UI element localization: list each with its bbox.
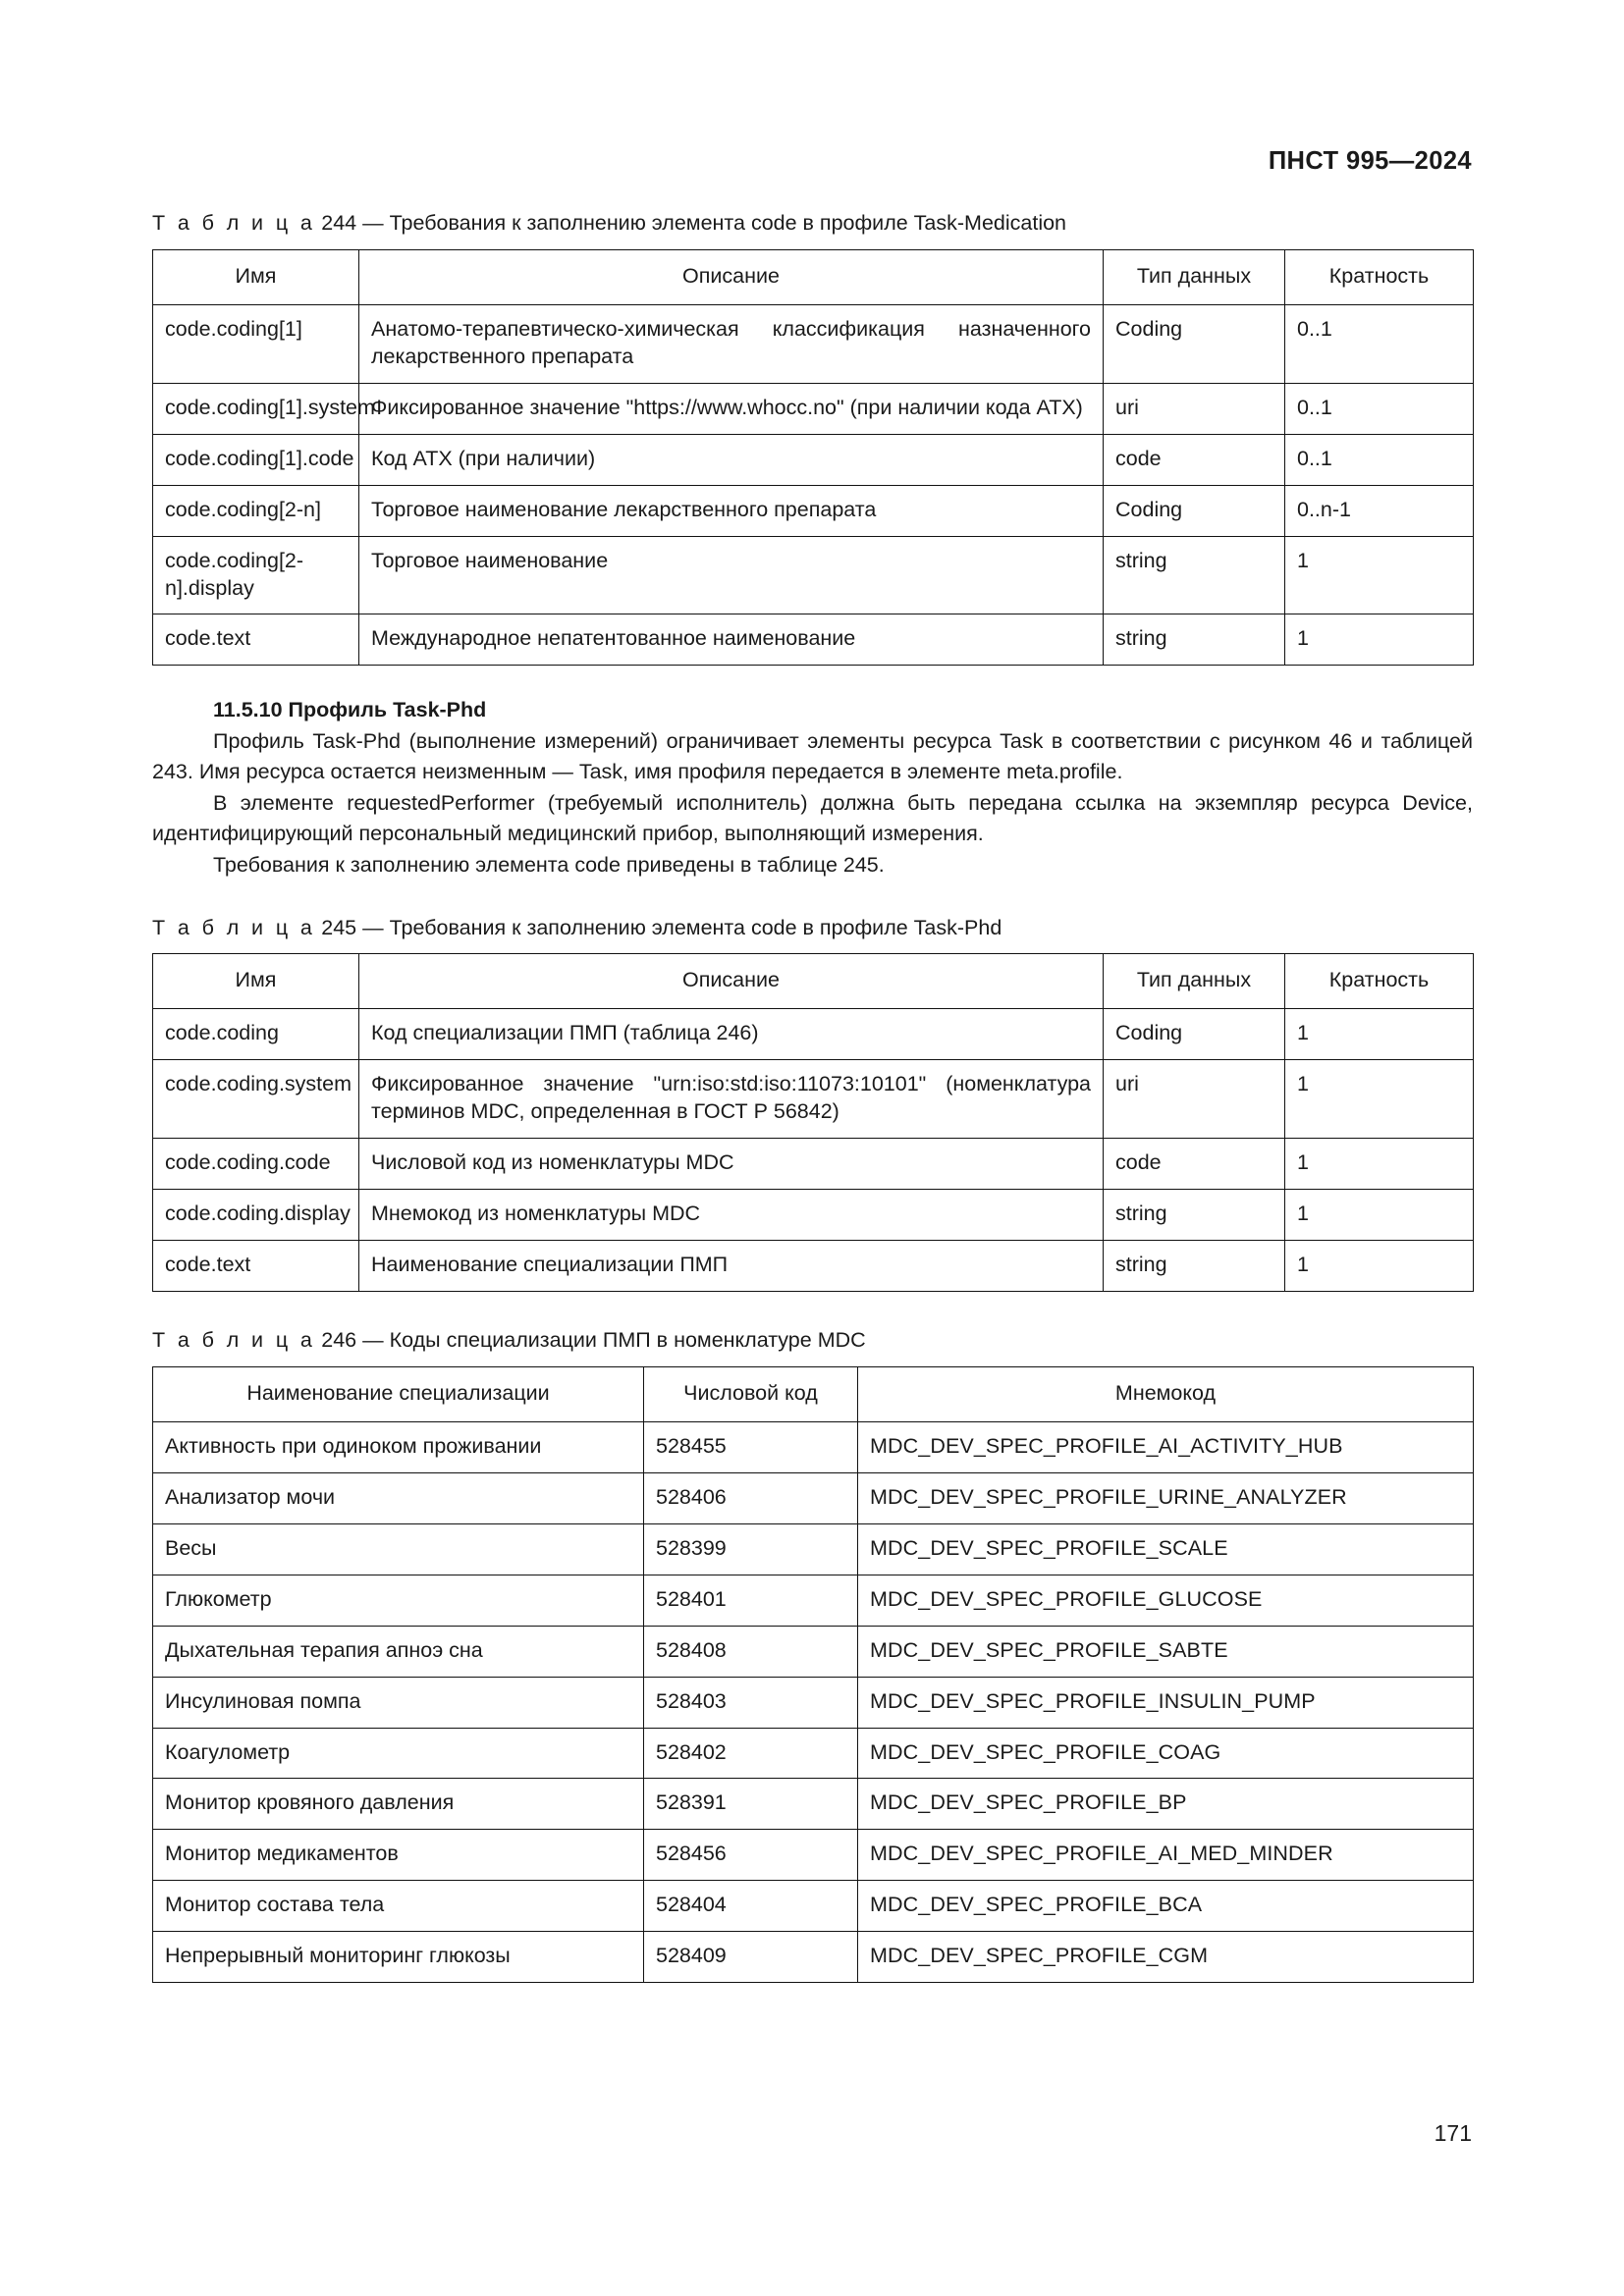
cell-numeric-code: 528402: [644, 1728, 858, 1779]
cell-name: code.coding.display: [153, 1190, 359, 1241]
cell-description: Код АТХ (при наличии): [359, 434, 1104, 485]
cell-mnemonic: MDC_DEV_SPEC_PROFILE_COAG: [858, 1728, 1474, 1779]
cell-numeric-code: 528408: [644, 1626, 858, 1677]
cell-name: code.coding[2-n].display: [153, 536, 359, 614]
cell-cardinality: 1: [1285, 1060, 1474, 1139]
cell-mnemonic: MDC_DEV_SPEC_PROFILE_BP: [858, 1779, 1474, 1830]
page-number: 171: [1434, 2120, 1472, 2146]
cell-numeric-code: 528456: [644, 1830, 858, 1881]
table-244-body: [153, 304, 1474, 666]
cell-specialization: Коагулометр: [153, 1728, 644, 1779]
cell-mnemonic: MDC_DEV_SPEC_PROFILE_URINE_ANALYZER: [858, 1472, 1474, 1523]
cell-datatype: string: [1104, 614, 1285, 666]
table-245-body: [153, 1009, 1474, 1292]
cell-datatype: uri: [1104, 1060, 1285, 1139]
table-245-col-name: Имя: [153, 954, 359, 1009]
cell-mnemonic: MDC_DEV_SPEC_PROFILE_INSULIN_PUMP: [858, 1677, 1474, 1728]
cell-cardinality: 1: [1285, 614, 1474, 666]
cell-specialization: Непрерывный мониторинг глюкозы: [153, 1932, 644, 1983]
cell-specialization: Дыхательная терапия апноэ сна: [153, 1626, 644, 1677]
table-row: [153, 1677, 1474, 1728]
table-246-col-numeric-code: Числовой код: [644, 1366, 858, 1421]
cell-cardinality: 0..n-1: [1285, 485, 1474, 536]
table-245-caption-number: 245: [321, 915, 357, 939]
section-title: 11.5.10 Профиль Task-Phd: [213, 698, 487, 722]
table-row: [153, 1009, 1474, 1060]
cell-mnemonic: MDC_DEV_SPEC_PROFILE_SABTE: [858, 1626, 1474, 1677]
table-row: [153, 1421, 1474, 1472]
table-row: [153, 485, 1474, 536]
cell-specialization: Монитор медикаментов: [153, 1830, 644, 1881]
table-246-header-row: [153, 1366, 1474, 1421]
cell-name: code.coding[1].system: [153, 383, 359, 434]
cell-name: code.coding[1].code: [153, 434, 359, 485]
cell-cardinality: 0..1: [1285, 383, 1474, 434]
table-244-caption-number: 244: [321, 211, 357, 235]
cell-cardinality: 0..1: [1285, 304, 1474, 383]
page-content: [152, 210, 1473, 1983]
table-245-header-row: [153, 954, 1474, 1009]
cell-datatype: string: [1104, 1241, 1285, 1292]
table-244-col-name: Имя: [153, 249, 359, 304]
cell-datatype: string: [1104, 1190, 1285, 1241]
section-paragraph-1: Профиль Task-Phd (выполнение измерений) ограничивает элементы ресурса Task в соответствии с рисунком 46 и таблицей 243. Имя ресурса остается неизменным — Task, имя профиля передается в элементе meta.profile.: [152, 728, 1473, 784]
cell-specialization: Монитор кровяного давления: [153, 1779, 644, 1830]
table-246-col-specialization: Наименование специализации: [153, 1366, 644, 1421]
table-row: [153, 614, 1474, 666]
cell-mnemonic: MDC_DEV_SPEC_PROFILE_AI_MED_MINDER: [858, 1830, 1474, 1881]
cell-datatype: Coding: [1104, 304, 1285, 383]
table-246-col-mnemonic: Мнемокод: [858, 1366, 1474, 1421]
table-245-col-description: Описание: [359, 954, 1104, 1009]
cell-name: code.coding: [153, 1009, 359, 1060]
table-245-caption-dash: —: [362, 915, 384, 939]
table-246-caption: [152, 1327, 1473, 1355]
table-row: [153, 304, 1474, 383]
cell-name: code.text: [153, 614, 359, 666]
table-244-header-row: [153, 249, 1474, 304]
page-header-standard-number: ПНСТ 995—2024: [1268, 147, 1472, 175]
cell-datatype: Coding: [1104, 485, 1285, 536]
table-row: [153, 1523, 1474, 1575]
table-row: [153, 1881, 1474, 1932]
table-244-col-cardinality: Кратность: [1285, 249, 1474, 304]
table-row: [153, 383, 1474, 434]
cell-description: Анатомо-терапевтическо-химическая классификация назначенного лекарственного препарата: [359, 304, 1104, 383]
cell-cardinality: 1: [1285, 1139, 1474, 1190]
section-paragraph-3: Требования к заполнению элемента code приведены в таблице 245.: [213, 852, 885, 877]
cell-specialization: Глюкометр: [153, 1575, 644, 1626]
table-245: [152, 953, 1474, 1292]
table-row: [153, 1779, 1474, 1830]
cell-mnemonic: MDC_DEV_SPEC_PROFILE_BCA: [858, 1881, 1474, 1932]
cell-numeric-code: 528404: [644, 1881, 858, 1932]
table-246-caption-label: Т а б л и ц а: [152, 1328, 316, 1353]
table-245-col-datatype: Тип данных: [1104, 954, 1285, 1009]
cell-description: Международное непатентованное наименование: [359, 614, 1104, 666]
cell-description: Торговое наименование: [359, 536, 1104, 614]
cell-mnemonic: MDC_DEV_SPEC_PROFILE_AI_ACTIVITY_HUB: [858, 1421, 1474, 1472]
cell-specialization: Активность при одиноком проживании: [153, 1421, 644, 1472]
cell-cardinality: 0..1: [1285, 434, 1474, 485]
cell-numeric-code: 528409: [644, 1932, 858, 1983]
cell-specialization: Инсулиновая помпа: [153, 1677, 644, 1728]
table-row: [153, 1728, 1474, 1779]
cell-specialization: Монитор состава тела: [153, 1881, 644, 1932]
table-row: [153, 1472, 1474, 1523]
table-244-caption: [152, 210, 1473, 238]
table-row: [153, 1626, 1474, 1677]
table-244-col-datatype: Тип данных: [1104, 249, 1285, 304]
table-row: [153, 1190, 1474, 1241]
cell-datatype: string: [1104, 536, 1285, 614]
table-245-caption-text: Требования к заполнению элемента code в профиле Task-Phd: [389, 915, 1002, 939]
table-244: [152, 249, 1474, 666]
cell-mnemonic: MDC_DEV_SPEC_PROFILE_CGM: [858, 1932, 1474, 1983]
cell-numeric-code: 528401: [644, 1575, 858, 1626]
cell-numeric-code: 528391: [644, 1779, 858, 1830]
cell-cardinality: 1: [1285, 1190, 1474, 1241]
cell-description: Наименование специализации ПМП: [359, 1241, 1104, 1292]
cell-numeric-code: 528403: [644, 1677, 858, 1728]
cell-description: Фиксированное значение "https://www.whocc.no" (при наличии кода АТХ): [359, 383, 1104, 434]
table-246-caption-text: Коды специализации ПМП в номенклатуре MDC: [389, 1328, 866, 1353]
cell-name: code.coding.code: [153, 1139, 359, 1190]
cell-name: code.text: [153, 1241, 359, 1292]
cell-datatype: code: [1104, 1139, 1285, 1190]
table-row: [153, 1575, 1474, 1626]
table-244-caption-label: Т а б л и ц а: [152, 211, 316, 235]
table-246-body: [153, 1421, 1474, 1982]
table-244-caption-text: Требования к заполнению элемента code в профиле Task-Medication: [389, 211, 1067, 235]
cell-name: code.coding[1]: [153, 304, 359, 383]
cell-description: Код специализации ПМП (таблица 246): [359, 1009, 1104, 1060]
table-row: [153, 434, 1474, 485]
cell-numeric-code: 528406: [644, 1472, 858, 1523]
table-row: [153, 1241, 1474, 1292]
table-244-col-description: Описание: [359, 249, 1104, 304]
cell-mnemonic: MDC_DEV_SPEC_PROFILE_SCALE: [858, 1523, 1474, 1575]
cell-description: Мнемокод из номенклатуры MDC: [359, 1190, 1104, 1241]
table-row: [153, 1060, 1474, 1139]
cell-description: Числовой код из номенклатуры MDC: [359, 1139, 1104, 1190]
cell-numeric-code: 528455: [644, 1421, 858, 1472]
cell-cardinality: 1: [1285, 536, 1474, 614]
cell-name: code.coding.system: [153, 1060, 359, 1139]
cell-mnemonic: MDC_DEV_SPEC_PROFILE_GLUCOSE: [858, 1575, 1474, 1626]
cell-description: Торговое наименование лекарственного препарата: [359, 485, 1104, 536]
section-paragraph-2: В элементе requestedPerformer (требуемый исполнитель) должна быть передана ссылка на экземпляр ресурса Device, идентифицирующий персональный медицинский прибор, выполняющий измерения.: [152, 790, 1473, 846]
table-245-col-cardinality: Кратность: [1285, 954, 1474, 1009]
table-244-caption-dash: —: [362, 211, 384, 235]
table-245-caption-label: Т а б л и ц а: [152, 915, 316, 939]
table-246-caption-number: 246: [321, 1328, 357, 1353]
cell-cardinality: 1: [1285, 1009, 1474, 1060]
cell-name: code.coding[2-n]: [153, 485, 359, 536]
table-245-caption: [152, 915, 1473, 942]
cell-numeric-code: 528399: [644, 1523, 858, 1575]
cell-specialization: Анализатор мочи: [153, 1472, 644, 1523]
table-246-caption-dash: —: [362, 1328, 384, 1353]
section-11-5-10: [152, 695, 1473, 881]
table-row: [153, 1139, 1474, 1190]
cell-datatype: Coding: [1104, 1009, 1285, 1060]
table-row: [153, 1830, 1474, 1881]
cell-cardinality: 1: [1285, 1241, 1474, 1292]
cell-description: Фиксированное значение "urn:iso:std:iso:11073:10101" (номенклатура терминов MDC, определенная в ГОСТ Р 56842): [359, 1060, 1104, 1139]
table-row: [153, 536, 1474, 614]
table-246: [152, 1366, 1474, 1983]
cell-datatype: uri: [1104, 383, 1285, 434]
table-row: [153, 1932, 1474, 1983]
cell-datatype: code: [1104, 434, 1285, 485]
cell-specialization: Весы: [153, 1523, 644, 1575]
